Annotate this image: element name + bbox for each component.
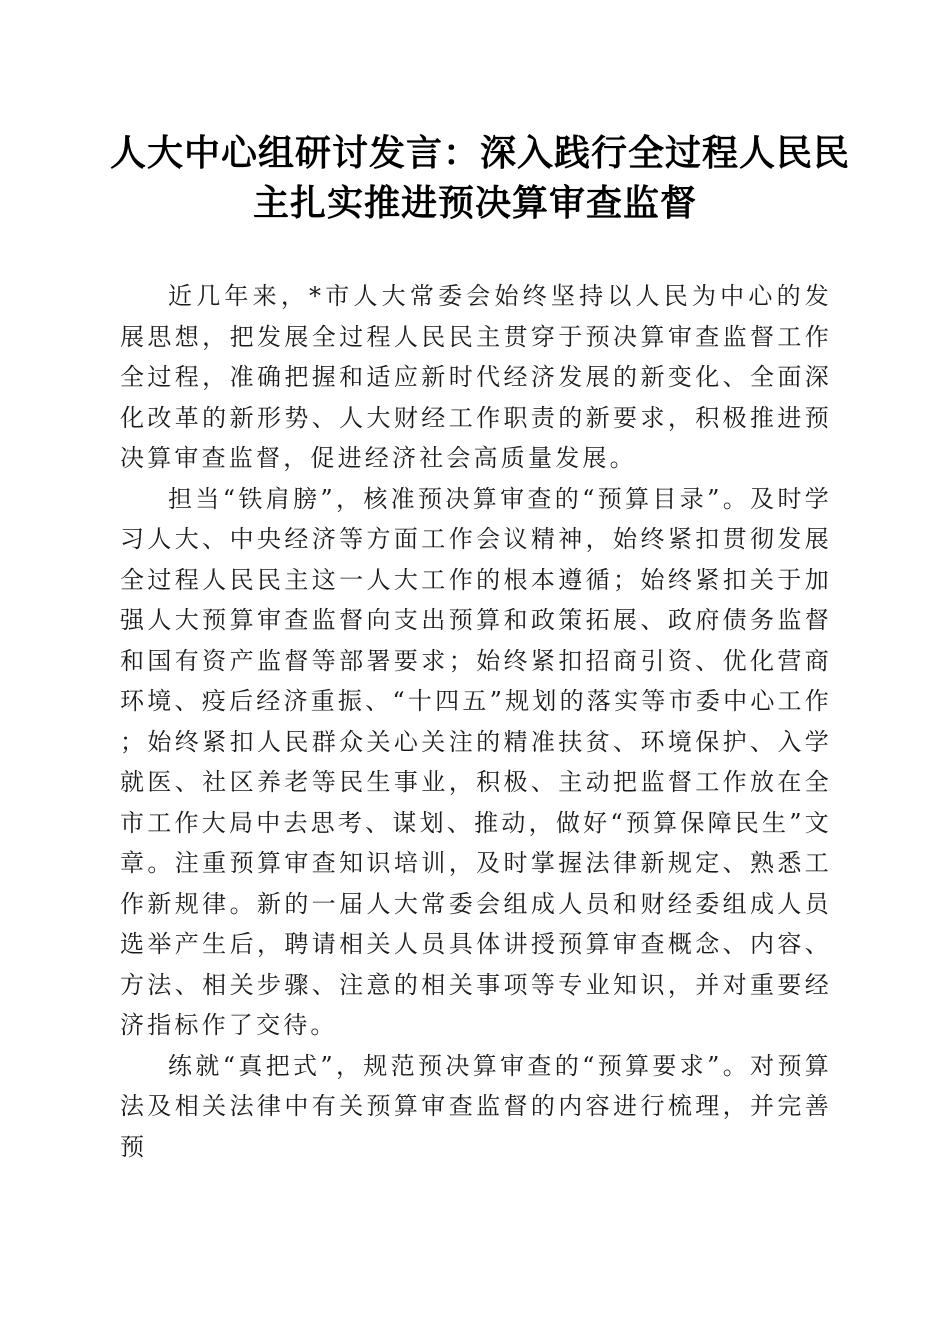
paragraph-budget-catalog: 担当“铁肩膀”，核准预决算审查的“预算目录”。及时学习人大、中央经济等方面工作会议精神，始终紧扣贯彻发展全过程人民民主这一人大工作的根本遵循；始终紧扣关于加强人大预算审查监督向支出预算和政策拓展、政府债务监督和国有资产监督等部署要求；始终紧扣招商引资、优化营商环境、疫后经济重振、“十四五”规划的落实等市委中心工作；始终紧扣人民群众关心关注的精准扶贫、环境保护、入学就医、社区养老等民生事业，积极、主动把监督工作放在全市工作大局中去思考、谋划、推动，做好“预算保障民生”文章。注重预算审查知识培训，及时掌握法律新规定、熟悉工作新规律。新的一届人大常委会组成人员和财经委组成人员选举产生后，聘请相关人员具体讲授预算审查概念、内容、方法、相关步骤、注意的相关事项等专业知识，并对重要经济指标作了交待。 bbox=[120, 484, 832, 1039]
title-line-2: 主扎实推进预决算审查监督 bbox=[252, 182, 697, 224]
document-title bbox=[110, 128, 851, 228]
paragraph-intro: 近几年来，*市人大常委会始终坚持以人民为中心的发展思想，把发展全过程人民民主贯穿于预决算审查监督工作全过程，准确把握和适应新时代经济发展的新变化、全面深化改革的新形势、人大财经工作职责的新要求，积极推进预决算审查监督，促进经济社会高质量发展。 bbox=[120, 282, 832, 472]
paragraph-budget-requirements: 练就“真把式”，规范预决算审查的“预算要求”。对预算法及相关法律中有关预算审查监督的内容进行梳理，并完善预 bbox=[120, 1051, 832, 1161]
document-body bbox=[120, 276, 832, 1167]
title-line-1: 人大中心组研讨发言：深入践行全过程人民民 bbox=[110, 132, 851, 174]
